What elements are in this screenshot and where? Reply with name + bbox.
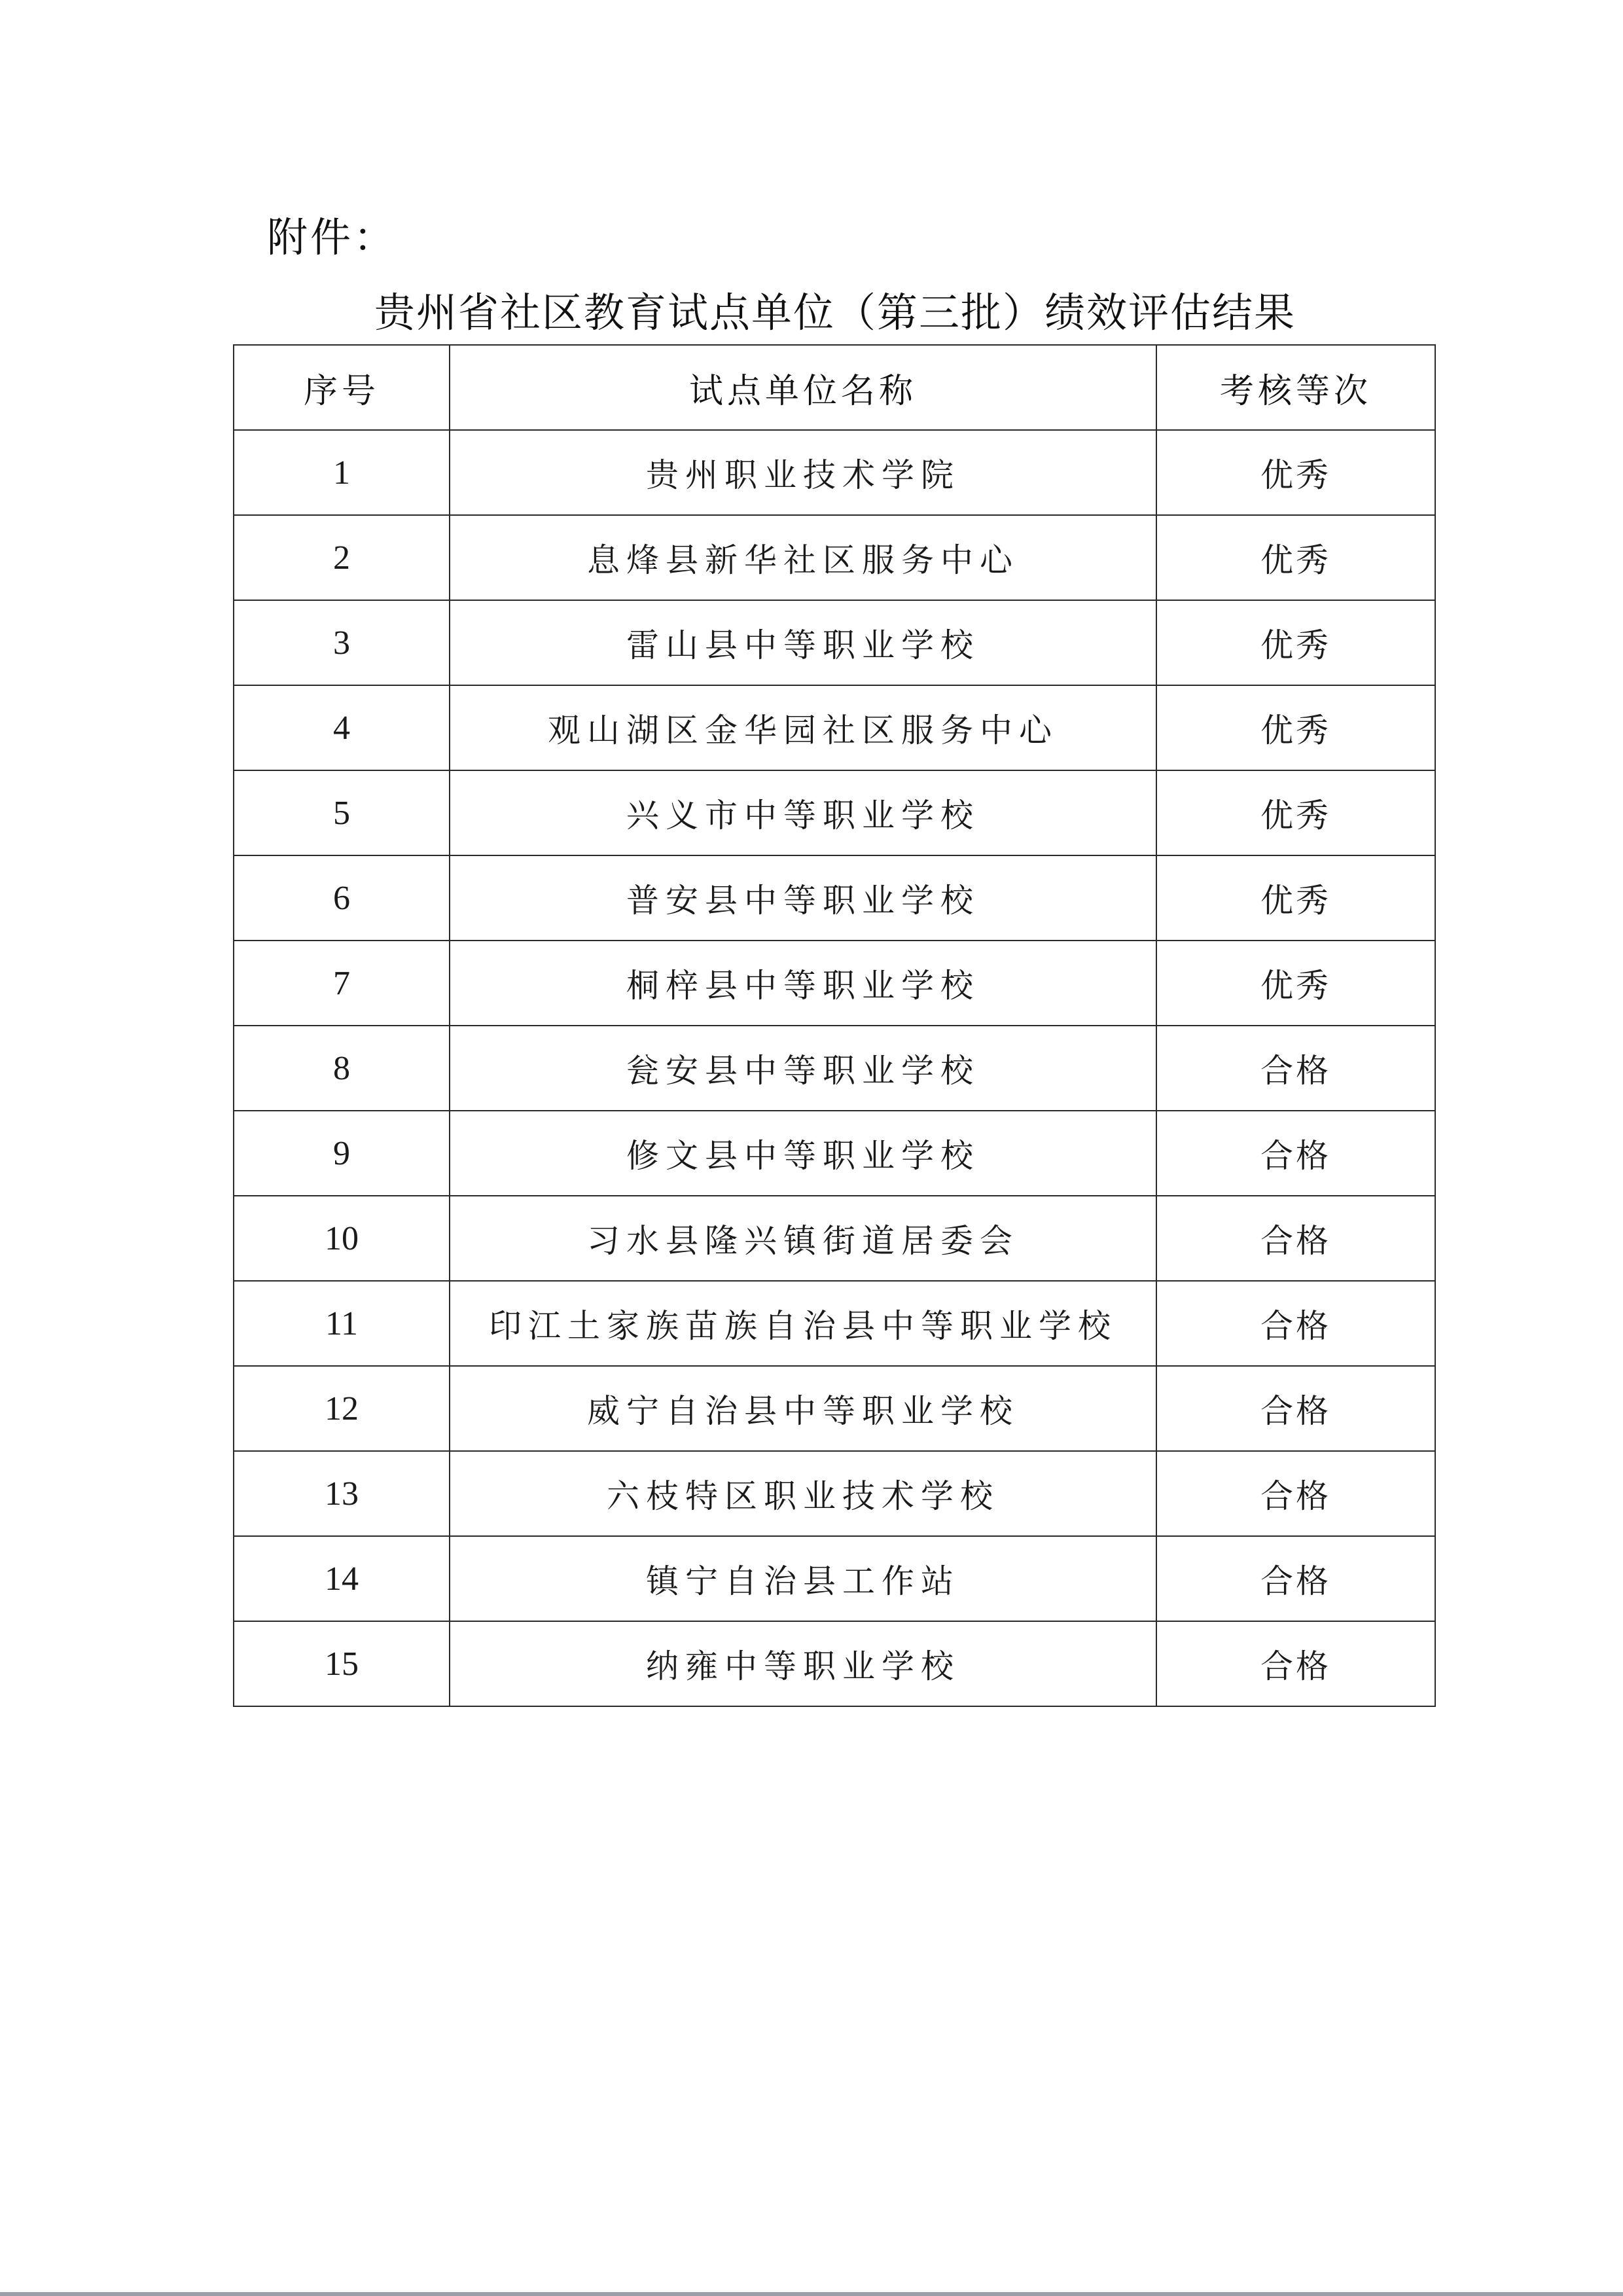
column-header-unit-name: 试点单位名称: [450, 345, 1156, 430]
column-header-no: 序号: [234, 345, 450, 430]
row-number: 11: [234, 1281, 450, 1366]
table-row: [234, 685, 1435, 770]
table-row: [234, 855, 1435, 941]
unit-name: 镇宁自治县工作站: [450, 1536, 1156, 1621]
document-title: 贵州省社区教育试点单位（第三批）绩效评估结果: [374, 289, 1296, 336]
table-row: [234, 1366, 1435, 1451]
row-number: 6: [234, 855, 450, 941]
row-number: 14: [234, 1536, 450, 1621]
row-number: 3: [234, 600, 450, 685]
grade: 优秀: [1156, 855, 1435, 941]
table-row: [234, 430, 1435, 515]
grade: 合格: [1156, 1536, 1435, 1621]
column-header-grade: 考核等次: [1156, 345, 1435, 430]
row-number: 8: [234, 1026, 450, 1111]
table-row: [234, 1536, 1435, 1621]
unit-name: 息烽县新华社区服务中心: [450, 515, 1156, 600]
row-number: 15: [234, 1621, 450, 1706]
grade: 合格: [1156, 1111, 1435, 1196]
table-row: [234, 1026, 1435, 1111]
grade: 合格: [1156, 1026, 1435, 1111]
table-row: [234, 941, 1435, 1026]
scan-page-edge: [0, 2292, 1623, 2296]
unit-name: 普安县中等职业学校: [450, 855, 1156, 941]
table-row: [234, 1281, 1435, 1366]
grade: 优秀: [1156, 515, 1435, 600]
unit-name: 六枝特区职业技术学校: [450, 1451, 1156, 1536]
table-row: [234, 770, 1435, 855]
results-table: [233, 344, 1436, 1707]
row-number: 9: [234, 1111, 450, 1196]
grade: 合格: [1156, 1281, 1435, 1366]
table-header-row: [234, 345, 1435, 430]
row-number: 2: [234, 515, 450, 600]
row-number: 12: [234, 1366, 450, 1451]
unit-name: 纳雍中等职业学校: [450, 1621, 1156, 1706]
table-row: [234, 1196, 1435, 1281]
unit-name: 雷山县中等职业学校: [450, 600, 1156, 685]
unit-name: 印江土家族苗族自治县中等职业学校: [450, 1281, 1156, 1366]
attachment-label: 附件：: [267, 213, 397, 261]
grade: 合格: [1156, 1366, 1435, 1451]
unit-name: 习水县隆兴镇街道居委会: [450, 1196, 1156, 1281]
row-number: 4: [234, 685, 450, 770]
grade: 优秀: [1156, 430, 1435, 515]
grade: 优秀: [1156, 600, 1435, 685]
table-row: [234, 600, 1435, 685]
unit-name: 贵州职业技术学院: [450, 430, 1156, 515]
grade: 合格: [1156, 1451, 1435, 1536]
table-row: [234, 1621, 1435, 1706]
grade: 合格: [1156, 1196, 1435, 1281]
unit-name: 威宁自治县中等职业学校: [450, 1366, 1156, 1451]
table-row: [234, 1451, 1435, 1536]
unit-name: 修文县中等职业学校: [450, 1111, 1156, 1196]
row-number: 5: [234, 770, 450, 855]
row-number: 7: [234, 941, 450, 1026]
grade: 合格: [1156, 1621, 1435, 1706]
grade: 优秀: [1156, 941, 1435, 1026]
grade: 优秀: [1156, 770, 1435, 855]
unit-name: 桐梓县中等职业学校: [450, 941, 1156, 1026]
unit-name: 兴义市中等职业学校: [450, 770, 1156, 855]
unit-name: 观山湖区金华园社区服务中心: [450, 685, 1156, 770]
row-number: 10: [234, 1196, 450, 1281]
unit-name: 瓮安县中等职业学校: [450, 1026, 1156, 1111]
row-number: 13: [234, 1451, 450, 1536]
row-number: 1: [234, 430, 450, 515]
grade: 优秀: [1156, 685, 1435, 770]
table-row: [234, 515, 1435, 600]
table-row: [234, 1111, 1435, 1196]
